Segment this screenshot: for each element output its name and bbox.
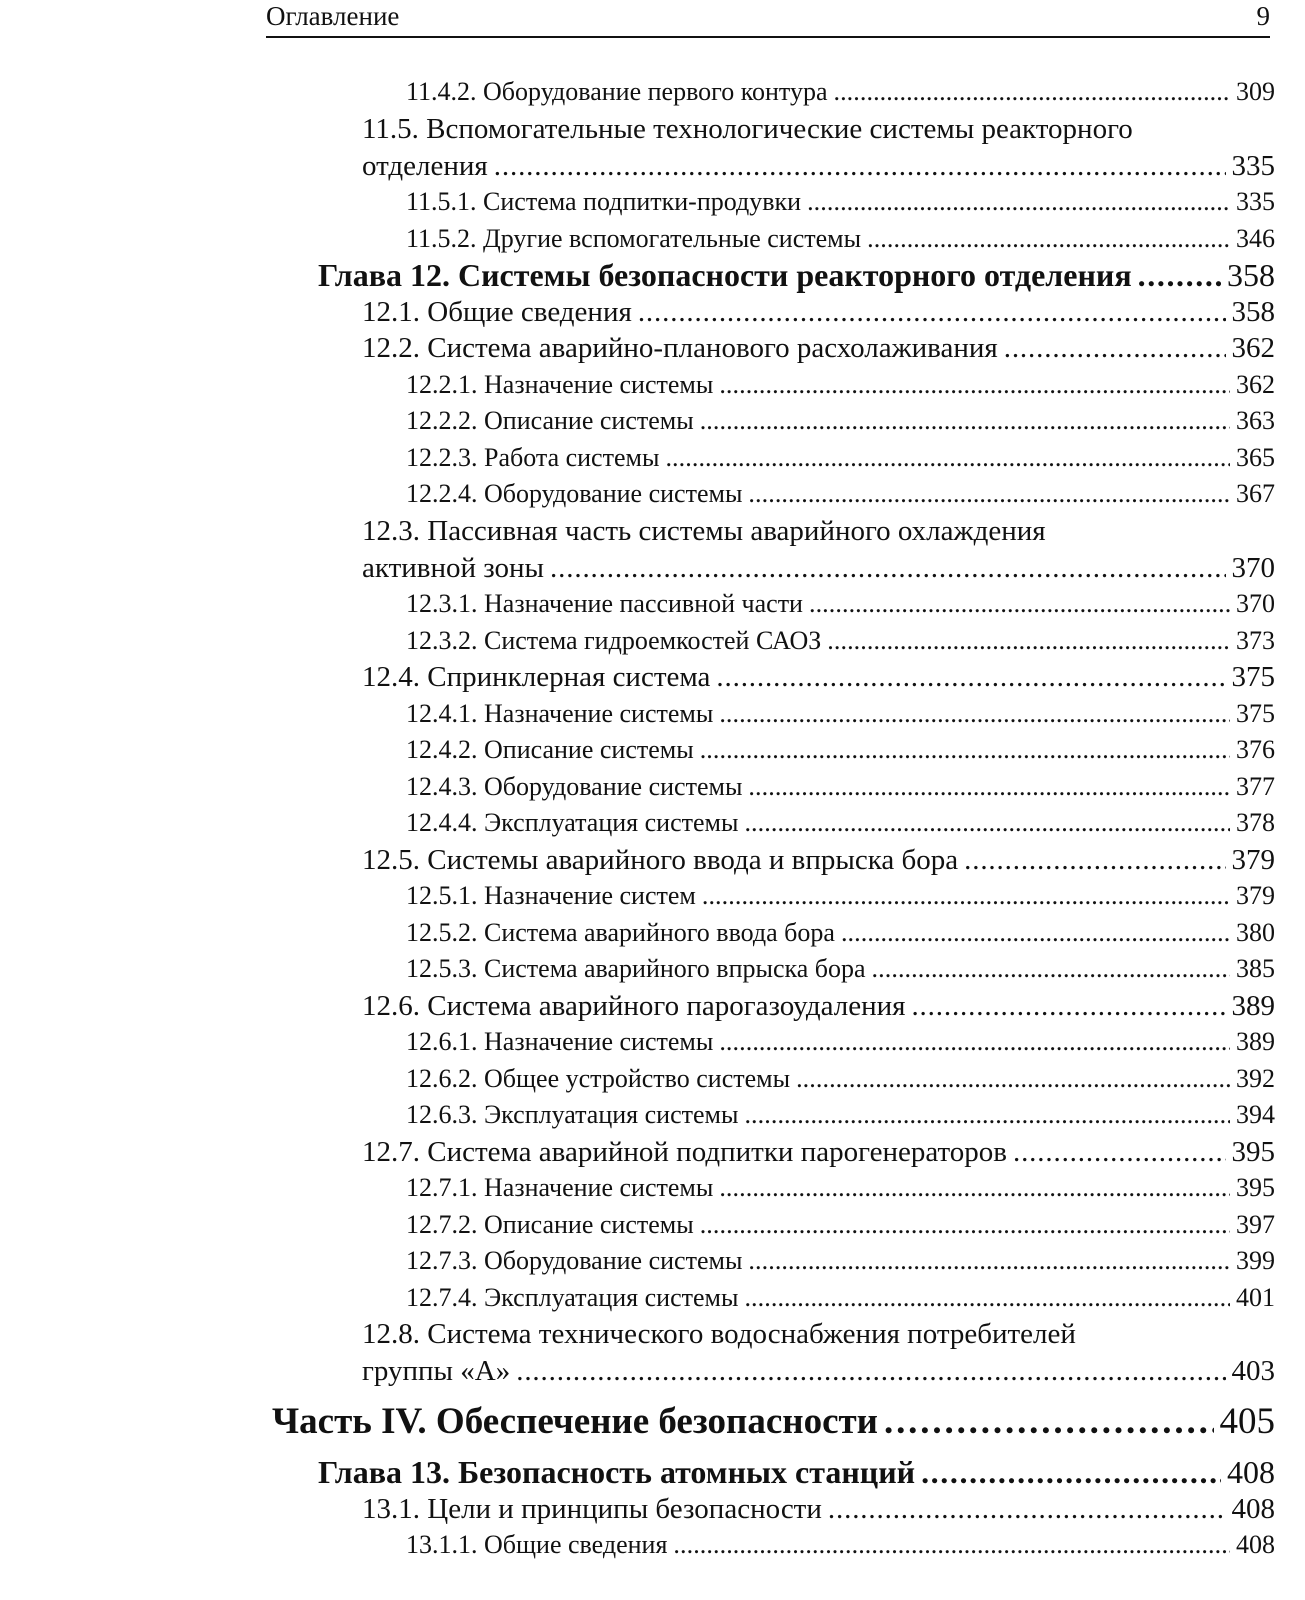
dot-leader [872, 951, 1230, 987]
toc-entry-line [406, 732, 1275, 768]
toc-entry-page: 370 [1236, 589, 1275, 618]
toc-entry-line [406, 1170, 1275, 1206]
toc-entry-line [406, 623, 1275, 659]
toc-entry-title: группы «А» [362, 1355, 511, 1387]
dot-leader [833, 74, 1230, 110]
toc-entry-line [406, 184, 1275, 220]
toc-entry-line [406, 769, 1275, 805]
toc-entry-title: 12.2. Система аварийно-планового расхолаживания [362, 332, 998, 364]
toc-entry-line [362, 550, 1275, 586]
toc-entry-title: 12.6. Система аварийного парогазоудаления [362, 989, 906, 1022]
toc-entry-line [362, 1491, 1275, 1527]
toc-entry-line [362, 659, 1275, 695]
toc-entry-page: 408 [1231, 1492, 1275, 1525]
toc-entry-page: 394 [1236, 1100, 1275, 1129]
toc-entry-page: 405 [1219, 1403, 1275, 1440]
toc-entry-title: 12.7.3. Оборудование системы [406, 1246, 743, 1275]
dot-leader [744, 805, 1230, 841]
toc-entry-title: 12.2.2. Описание системы [406, 406, 694, 435]
toc-entry-title: 12.6.1. Назначение системы [406, 1027, 714, 1056]
toc-entry[interactable] [0, 878, 1305, 915]
toc-entry[interactable] [0, 1097, 1305, 1134]
toc-entry-line [406, 1207, 1275, 1243]
dot-leader [748, 476, 1230, 512]
toc-entry-title: 13.1.1. Общие сведения [406, 1530, 668, 1559]
toc-entry-page: 379 [1231, 843, 1275, 876]
table-of-contents [0, 74, 1305, 1564]
toc-entry[interactable] [0, 1454, 1305, 1491]
toc-entry-page: 378 [1236, 808, 1275, 837]
toc-entry[interactable] [0, 1170, 1305, 1207]
toc-entry-line [406, 367, 1275, 403]
dot-leader [911, 988, 1225, 1024]
toc-entry-title: Часть IV. Обеспечение безопасности [272, 1403, 878, 1440]
toc-entry[interactable] [0, 1207, 1305, 1244]
toc-entry-page: 408 [1236, 1530, 1275, 1559]
toc-entry-line [406, 915, 1275, 951]
toc-entry-page: 377 [1236, 771, 1275, 801]
toc-entry[interactable] [0, 184, 1305, 221]
toc-entry[interactable] [0, 769, 1305, 806]
toc-entry-page: 362 [1231, 332, 1275, 364]
dot-leader [1004, 330, 1226, 366]
toc-entry-title: 12.4.2. Описание системы [406, 735, 694, 764]
dot-leader [665, 440, 1230, 476]
toc-entry-title: 12.5. Системы аварийного ввода и впрыска бора [362, 843, 959, 876]
dot-leader [884, 1404, 1214, 1440]
toc-entry-wrapped-line [0, 111, 1305, 148]
toc-entry[interactable] [0, 1134, 1305, 1171]
dot-leader [867, 221, 1230, 257]
dot-leader [828, 1491, 1226, 1527]
toc-entry-page: 392 [1236, 1063, 1275, 1093]
toc-entry[interactable] [0, 403, 1305, 440]
dot-leader [807, 184, 1230, 220]
toc-entry-title: 12.4.3. Оборудование системы [406, 771, 743, 801]
toc-entry-line [362, 294, 1275, 330]
toc-entry-title: отделения [362, 149, 488, 182]
toc-entry-title: 12.7.4. Эксплуатация системы [406, 1282, 739, 1312]
dot-leader [494, 148, 1226, 184]
toc-entry-line [406, 878, 1275, 914]
toc-entry-page: 389 [1231, 989, 1275, 1022]
dot-leader [700, 1207, 1230, 1243]
toc-entry-title: 11.5.1. Система подпитки-продувки [406, 187, 802, 216]
toc-entry[interactable] [0, 951, 1305, 988]
toc-entry-page: 401 [1236, 1282, 1275, 1312]
toc-entry-line [406, 1061, 1275, 1097]
toc-entry[interactable] [0, 988, 1305, 1025]
toc-entry-page: 397 [1236, 1209, 1275, 1239]
toc-entry-line [406, 403, 1275, 439]
toc-entry-page: 370 [1231, 551, 1275, 584]
toc-entry[interactable] [0, 1404, 1305, 1441]
dot-leader [744, 1097, 1230, 1133]
toc-entry[interactable] [0, 294, 1305, 331]
toc-entry[interactable] [0, 842, 1305, 879]
dot-leader [700, 403, 1230, 439]
toc-entry-line [406, 476, 1275, 512]
dot-leader [702, 878, 1230, 914]
toc-entry-wrapped-line [0, 513, 1305, 550]
toc-entry-page: 395 [1236, 1173, 1275, 1202]
dot-leader [550, 550, 1225, 586]
toc-entry-line [362, 148, 1275, 184]
dot-leader [700, 732, 1230, 768]
toc-entry-title: 11.4.2. Оборудование первого контура [406, 77, 828, 106]
dot-leader [809, 586, 1230, 622]
toc-entry-line [362, 330, 1275, 366]
toc-entry-line [406, 805, 1275, 841]
toc-entry[interactable] [0, 221, 1305, 258]
toc-entry-page: 375 [1231, 661, 1275, 693]
dot-leader [673, 1527, 1230, 1563]
toc-entry-line [406, 1097, 1275, 1133]
toc-entry[interactable] [0, 1024, 1305, 1061]
dot-leader [921, 1454, 1221, 1490]
dot-leader [827, 623, 1230, 659]
dot-leader [516, 1353, 1225, 1389]
page-number: 9 [1256, 1, 1270, 31]
toc-entry[interactable] [0, 1527, 1305, 1564]
toc-entry-line [318, 1454, 1275, 1490]
dot-leader [796, 1061, 1230, 1097]
toc-entry[interactable] [0, 1353, 1305, 1390]
toc-entry-page: 358 [1227, 257, 1275, 293]
dot-leader [1013, 1134, 1226, 1170]
toc-entry-line [406, 696, 1275, 732]
toc-entry-title: активной зоны [362, 551, 545, 584]
toc-entry-line [406, 440, 1275, 476]
toc-entry-line [406, 1280, 1275, 1316]
toc-entry[interactable] [0, 440, 1305, 477]
toc-entry[interactable] [0, 148, 1305, 185]
toc-entry-title: 12.3.1. Назначение пассивной части [406, 589, 803, 618]
toc-entry-line [362, 1353, 1275, 1389]
toc-entry-title: 12.7.1. Назначение системы [406, 1173, 714, 1202]
toc-entry-page: 346 [1236, 223, 1275, 253]
toc-entry[interactable] [0, 1061, 1305, 1098]
toc-entry[interactable] [0, 367, 1305, 404]
dot-leader [748, 769, 1230, 805]
dot-leader [1138, 257, 1221, 293]
toc-entry-page: 408 [1227, 1454, 1275, 1490]
dot-leader [748, 1243, 1230, 1279]
toc-entry-title: 12.4. Спринклерная система [362, 661, 711, 693]
toc-entry[interactable] [0, 1491, 1305, 1528]
toc-entry-page: 363 [1236, 406, 1275, 435]
dot-leader [719, 1170, 1230, 1206]
toc-entry-page: 373 [1236, 625, 1275, 655]
toc-entry[interactable] [0, 696, 1305, 733]
toc-entry[interactable] [0, 74, 1305, 111]
running-header [266, 0, 1270, 38]
toc-entry[interactable] [0, 623, 1305, 660]
toc-entry-page: 309 [1236, 77, 1275, 106]
toc-entry-line [406, 586, 1275, 622]
toc-entry-title: 12.5.2. Система аварийного ввода бора [406, 917, 835, 947]
dot-leader [719, 696, 1230, 732]
dot-leader [719, 1024, 1230, 1060]
toc-entry-title: 12.6.3. Эксплуатация системы [406, 1100, 739, 1129]
toc-entry-wrapped-line [0, 1316, 1305, 1353]
toc-entry-page: 403 [1231, 1355, 1275, 1387]
toc-entry-line [406, 1243, 1275, 1279]
dot-leader [841, 915, 1230, 951]
toc-entry-page: 380 [1236, 917, 1275, 947]
toc-entry[interactable] [0, 476, 1305, 513]
toc-entry[interactable] [0, 330, 1305, 367]
toc-entry-line [406, 221, 1275, 257]
toc-entry-page: 375 [1236, 698, 1275, 728]
toc-entry-page: 395 [1231, 1135, 1275, 1168]
toc-entry-title-part: 11.5. Вспомогательные технологические системы реакторного [362, 112, 1133, 145]
toc-entry-title: 13.1. Цели и принципы безопасности [362, 1492, 822, 1525]
toc-entry-line [406, 1024, 1275, 1060]
dot-leader [716, 659, 1225, 695]
toc-entry-line [362, 842, 1275, 878]
toc-entry-page: 389 [1236, 1027, 1275, 1056]
toc-entry-title: 12.2.1. Назначение системы [406, 369, 714, 399]
toc-entry-title: 12.2.3. Работа системы [406, 442, 660, 472]
toc-spacer [0, 1440, 1305, 1454]
toc-entry-page: 367 [1236, 479, 1275, 508]
toc-entry-page: 385 [1236, 954, 1275, 983]
toc-entry-title: 12.4.1. Назначение системы [406, 698, 714, 728]
toc-entry[interactable] [0, 659, 1305, 696]
toc-entry-title-part: 12.8. Система технического водоснабжения потребителей [362, 1318, 1076, 1350]
toc-entry-title: 12.1. Общие сведения [362, 295, 632, 328]
toc-entry[interactable] [0, 1243, 1305, 1280]
toc-entry-title: 12.6.2. Общее устройство системы [406, 1063, 791, 1093]
toc-entry-title: 12.7.2. Описание системы [406, 1209, 694, 1239]
toc-entry-page: 365 [1236, 442, 1275, 472]
toc-entry[interactable] [0, 732, 1305, 769]
toc-entry[interactable] [0, 550, 1305, 587]
toc-entry-title: 12.4.4. Эксплуатация системы [406, 808, 739, 837]
dot-leader [964, 842, 1225, 878]
toc-entry-title: Глава 12. Системы безопасности реакторного отделения [318, 257, 1132, 293]
toc-entry-line [272, 1404, 1275, 1440]
toc-entry-page: 335 [1231, 149, 1275, 182]
toc-entry-page: 362 [1236, 369, 1275, 399]
toc-entry-line [406, 74, 1275, 110]
toc-entry-title: 12.2.4. Оборудование системы [406, 479, 743, 508]
toc-entry[interactable] [0, 915, 1305, 952]
dot-leader [719, 367, 1230, 403]
dot-leader [744, 1280, 1230, 1316]
toc-entry[interactable] [0, 805, 1305, 842]
toc-entry-line [362, 1134, 1275, 1170]
toc-spacer [0, 1390, 1305, 1404]
toc-entry[interactable] [0, 586, 1305, 623]
toc-entry-title: 12.3.2. Система гидроемкостей САОЗ [406, 625, 822, 655]
toc-entry-line [318, 257, 1275, 293]
toc-entry-page: 379 [1236, 881, 1275, 910]
toc-entry[interactable] [0, 1280, 1305, 1317]
toc-entry-title: 12.7. Система аварийной подпитки парогенераторов [362, 1135, 1007, 1168]
toc-entry-line [406, 1527, 1275, 1563]
toc-entry-line [406, 951, 1275, 987]
toc-entry[interactable] [0, 257, 1305, 294]
toc-entry-title: 12.5.3. Система аварийного впрыска бора [406, 954, 866, 983]
toc-entry-page: 335 [1236, 187, 1275, 216]
dot-leader [638, 294, 1226, 330]
running-header-title: Оглавление [266, 1, 400, 31]
toc-entry-page: 399 [1236, 1246, 1275, 1275]
toc-entry-page: 358 [1231, 295, 1275, 328]
toc-entry-line [362, 988, 1275, 1024]
toc-entry-title: Глава 13. Безопасность атомных станций [318, 1454, 916, 1490]
toc-entry-title: 11.5.2. Другие вспомогательные системы [406, 223, 862, 253]
toc-entry-title: 12.5.1. Назначение систем [406, 881, 696, 910]
toc-entry-page: 376 [1236, 735, 1275, 764]
toc-entry-title-part: 12.3. Пассивная часть системы аварийного охлаждения [362, 514, 1046, 547]
